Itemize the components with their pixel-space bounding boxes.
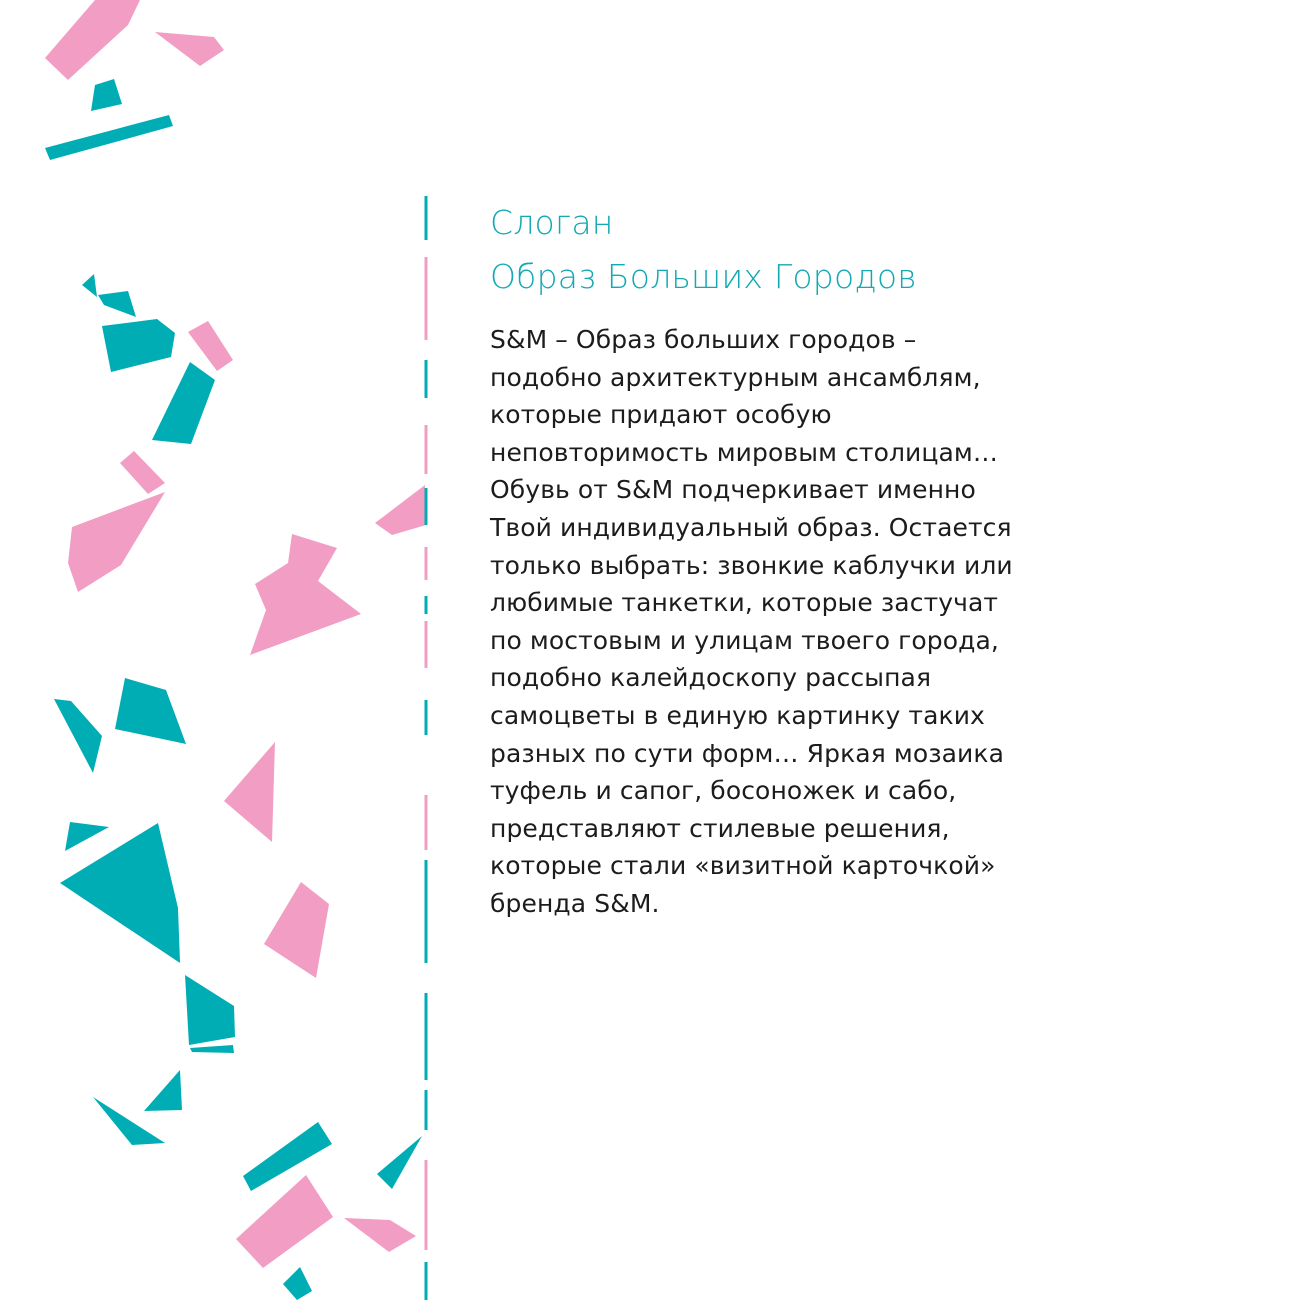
teal-shard [190,1045,234,1053]
teal-shard [60,823,180,963]
text-line: S&M – Образ больших городов – [490,325,917,354]
pink-shard [375,485,426,535]
text-line: которые стали «визитной карточкой» [490,851,996,881]
teal-shard [144,1070,182,1111]
teal-shard [377,1136,422,1189]
teal-shard [65,822,109,851]
description-paragraph [490,321,1190,923]
pink-shard [68,492,165,592]
text-line: туфель и сапог, босоножек и сабо, [490,776,957,806]
pink-shard [250,534,361,655]
text-line: самоцветы в единую картинку таких [490,700,985,730]
pink-shard [45,0,140,80]
pink-shard [224,742,275,842]
pink-shard [120,451,165,494]
text-line: которые придают особую [490,400,832,430]
text-line: разных по сути форм… Яркая мозаика [490,738,1005,768]
teal-shard [82,274,97,297]
text-line: подобно архитектурным ансамблям, [490,362,981,392]
teal-shard [98,291,136,317]
teal-shard [115,678,186,744]
teal-shard [243,1122,332,1191]
text-line: любимые танкетки, которые застучат [490,588,999,618]
text-line: бренда S&M. [490,888,660,918]
text-line: представляют стилевые решения, [490,813,950,843]
heading-line-2: Образ Больших Городов [490,257,917,296]
pink-shard [155,32,224,66]
teal-shard [152,362,215,444]
text-line: Обувь от S&M подчеркивает именно [490,475,976,505]
heading-line-1: Слоган [490,203,614,242]
pink-shard [264,882,329,978]
text-line: Твой индивидуальный образ. Остается [490,512,1012,542]
teal-shard [185,975,235,1045]
teal-shard [283,1267,312,1300]
text-line: только выбрать: звонкие каблучки или [490,550,1013,580]
text-line: подобно калейдоскопу рассыпая [490,663,932,693]
text-line: по мостовым и улицам твоего города, [490,625,999,655]
slogan-heading [490,196,1190,304]
teal-shard [91,79,122,111]
teal-shard [45,115,173,160]
pink-shard [188,321,233,371]
teal-shard [54,699,102,773]
text-line: неповторимость мировым столицам… [490,437,998,467]
teal-shard [102,319,175,372]
pink-shard [344,1218,416,1252]
